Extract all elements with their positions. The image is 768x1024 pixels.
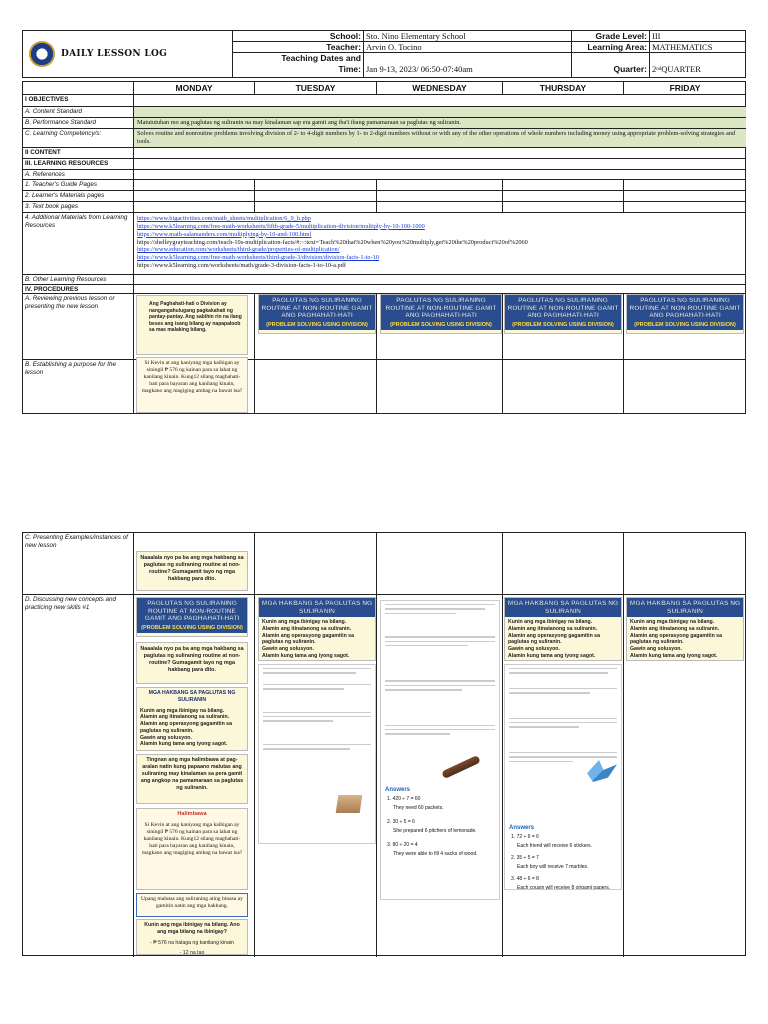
card-solve-intro: Upang malutas ang suliraning ating binasa ay gamitin natin ang mga hakbang.: [136, 893, 248, 917]
answer-thu-2: 2. 35 ÷ 5 = 7: [511, 855, 539, 861]
row-content: II CONTENT: [23, 148, 134, 159]
card-heading-friday: PAGLUTAS NG SULIRANING ROUTINE AT NON-ROUTINE GAMIT ANG PAGHAHATI-HATI (PROBLEM SOLVING USING DIVISION): [626, 294, 744, 334]
row-procedures: IV. PROCEDURES: [23, 285, 134, 294]
card-heading-wednesday: PAGLUTAS NG SULIRANING ROUTINE AT NON-ROUTINE GAMIT ANG PAGHAHATI-HATI (PROBLEM SOLVING USING DIVISION): [380, 294, 502, 334]
day-monday: MONDAY: [134, 82, 255, 95]
school-value: Sto. Nino Elementary School: [366, 31, 466, 41]
row-references: A. References: [23, 170, 134, 180]
content-standard-text: [134, 107, 746, 118]
card-recall-monday-c: Naaalala nyo pa ba ang mga hakbang sa paglutas ng suliraning routine at non-routine? Gumagamit tayo ng mga hakbang para dito.: [136, 551, 248, 591]
row-proc-c: C. Presenting Examples/instances of new lesson: [23, 533, 134, 595]
answer-wed-3: 3. 80 ÷ 20 = 4: [387, 842, 418, 848]
lesson-log-header: [22, 30, 746, 78]
answers-heading-thu: Answers: [509, 825, 535, 831]
worksheet-thursday: Answers 1. 72 ÷ 6 = 6 Each friend will receive 6 stickers. 2. 35 ÷ 5 = 7 Each boy will receive 7 marbles. 3. 48 ÷ 6 = 8 Each cousin will receive 8 origami papers.: [504, 664, 622, 890]
day-thursday: THURSDAY: [503, 82, 624, 95]
area-label: Learning Area:: [587, 41, 647, 52]
box-icon: [336, 795, 363, 813]
row-proc-d: D. Discussing new concepts and practicing new skills #1: [23, 595, 134, 957]
card-heading-thursday: PAGLUTAS NG SULIRANING ROUTINE AT NON-ROUTINE GAMIT ANG PAGHAHATI-HATI (PROBLEM SOLVING USING DIVISION): [504, 294, 622, 334]
material-link-4: https://shelleygrayteaching.com/teach-10s-multiplication-facts/#:~:text=Teach%20that%20when%20you%20multiply,get%20the%20product%20of%2060: [137, 238, 528, 246]
card-step1: Kunin ang mga ibinigay na bilang. Ano ang mga bilang na ibinigay? - ₱ 576 na halaga ng kanilang kinain - 12 na tao: [136, 919, 248, 955]
competency-text: Solves routine and nonroutine problems involving division of 2- to 4-digit numbers by 1- to 2-digit numbers without or with any of the other operations of whole numbers including money using appropriate problem-solving strategies and tools.: [134, 129, 746, 148]
dates-value: Jan 9-13, 2023/ 06:50-07:40am: [366, 64, 473, 74]
row-content-standard: A. Content Standard: [23, 107, 134, 118]
card-heading-tuesday: PAGLUTAS NG SULIRANING ROUTINE AT NON-ROUTINE GAMIT ANG PAGHAHATI-HATI (PROBLEM SOLVING USING DIVISION): [258, 294, 376, 334]
card-steps-friday: MGA HAKBANG SA PAGLUTAS NG SULIRANIN Kunin ang mga ibinigay na bilang. Alamin ang itinatanong sa suliranin. Alamin ang operasyong gagamitin sa paglutas ng suliranin. Gawin ang solusyon. Alamin kung tama ang iyong sagot.: [626, 597, 744, 661]
answer-thu-1: 1. 72 ÷ 6 = 6: [511, 834, 539, 840]
row-competency: C. Learning Competency/s:: [23, 129, 134, 148]
row-teachers-guide: 1. Teacher's Guide Pages: [23, 180, 134, 191]
answers-heading-wed: Answers: [385, 787, 411, 793]
area-value: MATHEMATICS: [652, 41, 713, 52]
material-link-1[interactable]: https://www.bigactivities.com/math_sheets/multiplication/6_9_h.php: [137, 215, 311, 222]
answer-thu-3: 3. 48 ÷ 6 = 8: [511, 876, 539, 882]
row-objectives: I OBJECTIVES: [23, 95, 134, 107]
grade-label: Grade Level:: [595, 31, 647, 41]
worksheet-wednesday: Answers 1. 420 ÷ 7 = 60 They need 60 packets. 2. 30 ÷ 5 = 6 She prepared 6 pitchers of lemonade. 3. 80 ÷ 20 = 4 They were able to fill 4 sacks of wood.: [380, 600, 500, 900]
row-proc-b: B. Establishing a purpose for the lesson: [23, 360, 134, 414]
card-recall-monday-d: Naaalala nyo pa ba ang mga hakbang sa paglutas ng suliraning routine at non-routine? Gumagamit tayo ng mga hakbang para dito.: [136, 642, 248, 684]
school-label: School:: [329, 31, 361, 41]
row-additional-materials: 4. Additional Materials from Learning Resources: [23, 213, 134, 275]
quarter-value: 2 nd QUARTER: [652, 64, 701, 74]
card-steps-tuesday: MGA HAKBANG SA PAGLUTAS NG SULIRANIN Kunin ang mga ibinigay na bilang. Alamin ang itinatanong sa suliranin. Alamin ang operasyong gagamitin sa paglutas ng suliranin. Gawin ang solusyon. Alamin kung tama ang iyong sagot.: [258, 597, 376, 661]
document-title: DAILY LESSON LOG: [61, 49, 168, 59]
quarter-label: Quarter:: [613, 64, 647, 74]
lesson-table-page1: [22, 81, 746, 414]
day-tuesday: TUESDAY: [255, 82, 377, 95]
material-link-3[interactable]: https://www.math-salamanders.com/multiplying-by-10-and-100.html: [137, 230, 312, 238]
material-link-7: https://www.k5learning.com/worksheets/math/grade-3-division-facts-1-to-10-a.pdf: [137, 262, 346, 270]
row-other-resources: B. Other Learning Resources: [23, 275, 134, 285]
row-proc-a: A. Reviewing previous lesson or presenting the new lesson: [23, 294, 134, 360]
steps-list: Kunin ang mga ibinigay na bilang. Alamin ang itinatanong sa suliranin. Alamin ang operasyong gagamitin sa paglutas ng suliranin. Gawin ang solusyon. Alamin kung tama ang iyong sagot.: [140, 707, 232, 748]
card-story-monday: Si Kevin at ang kaniyang mga kaibigan ay siningil ₱ 576 ng kainan para sa lahat ng kanilang kinain. Kung12 silang maghahati-hati para bayaran ang kanilang kinain, magkano ang magiging ambag na bawat isa?: [136, 357, 248, 413]
deped-seal-icon: [29, 41, 55, 67]
answer-wed-2: 2. 30 ÷ 5 = 6: [387, 819, 415, 825]
header-branding: [23, 31, 233, 77]
material-link-2[interactable]: https://www.k5learning.com/free-math-worksheets/fifth-grade-5/multiplication-division/multiply-by-10-100-1000: [137, 222, 425, 230]
card-review-monday: Ang Paghahati-hati o Division ay nangangahulugang pagkakahati ng pantay-pantay. Ang sabihin rin na ilang beses ang isang bilang ay napapaloob sa mas malaking bilang.: [136, 295, 248, 355]
row-performance-standard: B. Performance Standard: [23, 118, 134, 129]
card-heading-monday-d: PAGLUTAS NG SULIRANING ROUTINE AT NON-ROUTINE GAMIT ANG PAGHAHATI-HATI (PROBLEM SOLVING USING DIVISION): [136, 597, 248, 637]
dates-label-1: Teaching Dates and: [281, 53, 361, 63]
card-steps-monday: MGA HAKBANG SA PAGLUTAS NG SULIRANIN Kunin ang mga ibinigay na bilang. Alamin ang itinatanong sa suliranin. Alamin ang operasyong gagamitin sa paglutas ng suliranin. Gawin ang solusyon. Alamin kung tama ang iyong sagot.: [136, 687, 248, 751]
worksheet-tuesday: [258, 664, 376, 844]
dates-label-2: Time:: [338, 64, 361, 74]
teacher-value: Arvin O. Tocino: [366, 41, 422, 52]
grade-value: III: [652, 31, 661, 41]
materials-list: [134, 213, 746, 275]
row-resources: III. LEARNING RESOURCES: [23, 159, 134, 170]
wood-icon: [441, 755, 481, 779]
row-learners-materials: 2. Learner's Materials pages: [23, 191, 134, 202]
origami-crane-icon: [587, 760, 617, 782]
performance-standard-text: Matututuhan mo ang paglutas ng suliranin na may kinalaman sap era gamit ang iba't ibang pamamaraan sa paglutas ng suliranin.: [134, 118, 746, 129]
teacher-label: Teacher:: [326, 41, 361, 52]
day-friday: FRIDAY: [624, 82, 746, 95]
answer-wed-1: 1. 420 ÷ 7 = 60: [387, 796, 421, 802]
row-textbook: 3. Text book pages: [23, 202, 134, 213]
material-link-6[interactable]: https://www.k5learning.com/free-math-worksheets/third-grade-3/division/division-facts-1-to-10: [137, 254, 379, 262]
card-steps-thursday: MGA HAKBANG SA PAGLUTAS NG SULIRANIN Kunin ang mga ibinigay na bilang. Alamin ang itinatanong sa suliranin. Alamin ang operasyong gagamitin sa paglutas ng suliranin. Gawin ang solusyon. Alamin kung tama ang iyong sagot.: [504, 597, 622, 661]
card-example-story: Halimbawa Si Kevin at ang kaniyang mga kaibigan ay siningil ₱ 576 ng kainan para sa lahat ng kanilang kinain. Kung12 silang maghahati-hati para bayaran ang kanilang kinain, magkano ang magiging ambag na bawat isa?: [136, 808, 248, 890]
day-wednesday: WEDNESDAY: [377, 82, 503, 95]
card-example-intro: Tingnan ang mga halimbawa at pag-aralan natin kung papaano malutas ang suliraning may kinalaman sa pera gamit ang angkop na pamamaraan sa paglutas ng suliranin.: [136, 754, 248, 804]
material-link-5[interactable]: https://www.education.com/worksheets/third-grade/properties-of-multiplication/: [137, 246, 340, 254]
